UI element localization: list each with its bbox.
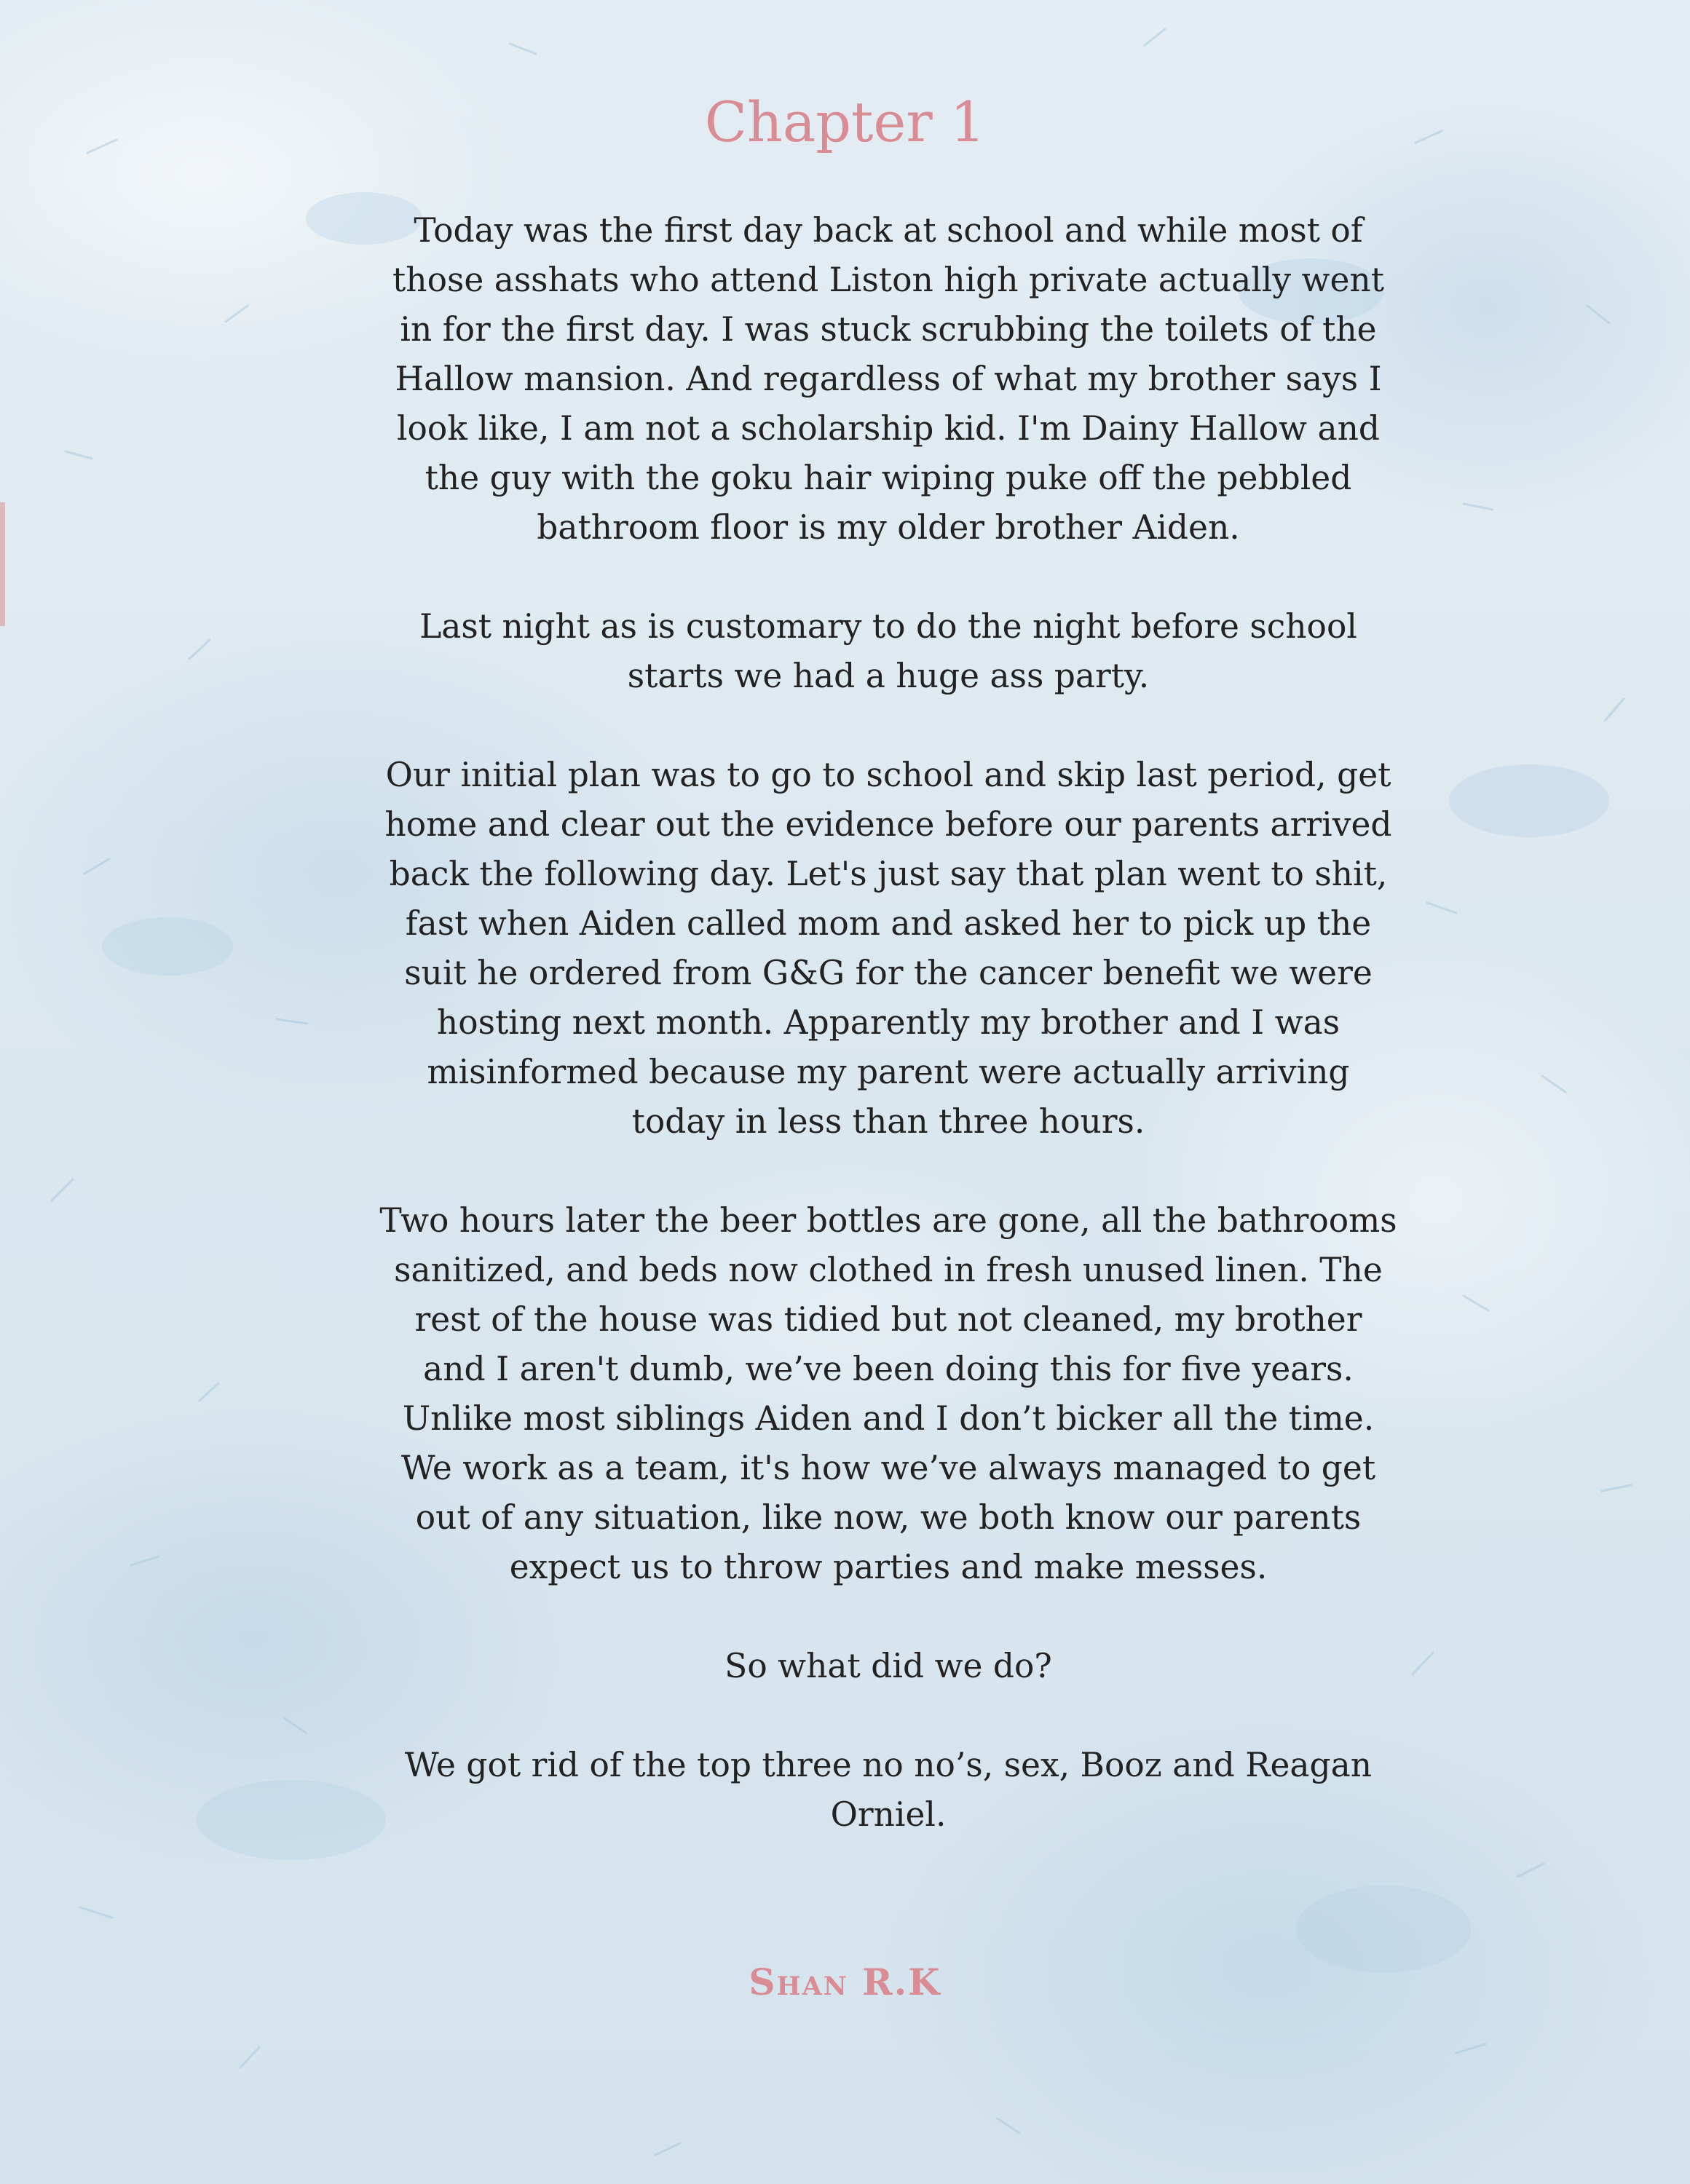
paragraph: Last night as is customary to do the night before school starts we had a huge ass party.	[419, 607, 1357, 695]
paragraph: Today was the first day back at school and while most of those asshats who attend Liston high private actually went in for the first day. I was stuck scrubbing the toilets of the Hallow mansion. And regardless of what my brother says I look like, I am not a scholarship kid. I'm Dainy Hallow and the guy with the goku hair wiping puke off the pebbled bathroom floor is my older brother Aiden.	[392, 211, 1384, 547]
paragraph: So what did we do?	[724, 1647, 1052, 1685]
author-signature: Shan R.K	[749, 1961, 941, 2003]
chapter-body	[379, 206, 1398, 1840]
paragraph: We got rid of the top three no no’s, sex, Booz and Reagan Orniel.	[404, 1746, 1373, 1834]
paragraph: Two hours later the beer bottles are gone, all the bathrooms sanitized, and beds now clothed in fresh unused linen. The rest of the house was tidied but not cleaned, my brother and I aren't dumb, we’ve been doing this for five years. Unlike most siblings Aiden and I don’t bicker all the time. We work as a team, it's how we’ve always managed to get out of any situation, like now, we both know our parents expect us to throw parties and make messes.	[379, 1201, 1397, 1586]
paragraph: Our initial plan was to go to school and skip last period, get home and clear out the evidence before our parents arrived back the following day. Let's just say that plan went to shit, fast when Aiden called mom and asked her to pick up the suit he ordered from G&G for the cancer benefit we were hosting next month. Apparently my brother and I was misinformed because my parent were actually arriving today in less than three hours.	[384, 756, 1392, 1141]
chapter-title: Chapter 1	[704, 90, 986, 154]
